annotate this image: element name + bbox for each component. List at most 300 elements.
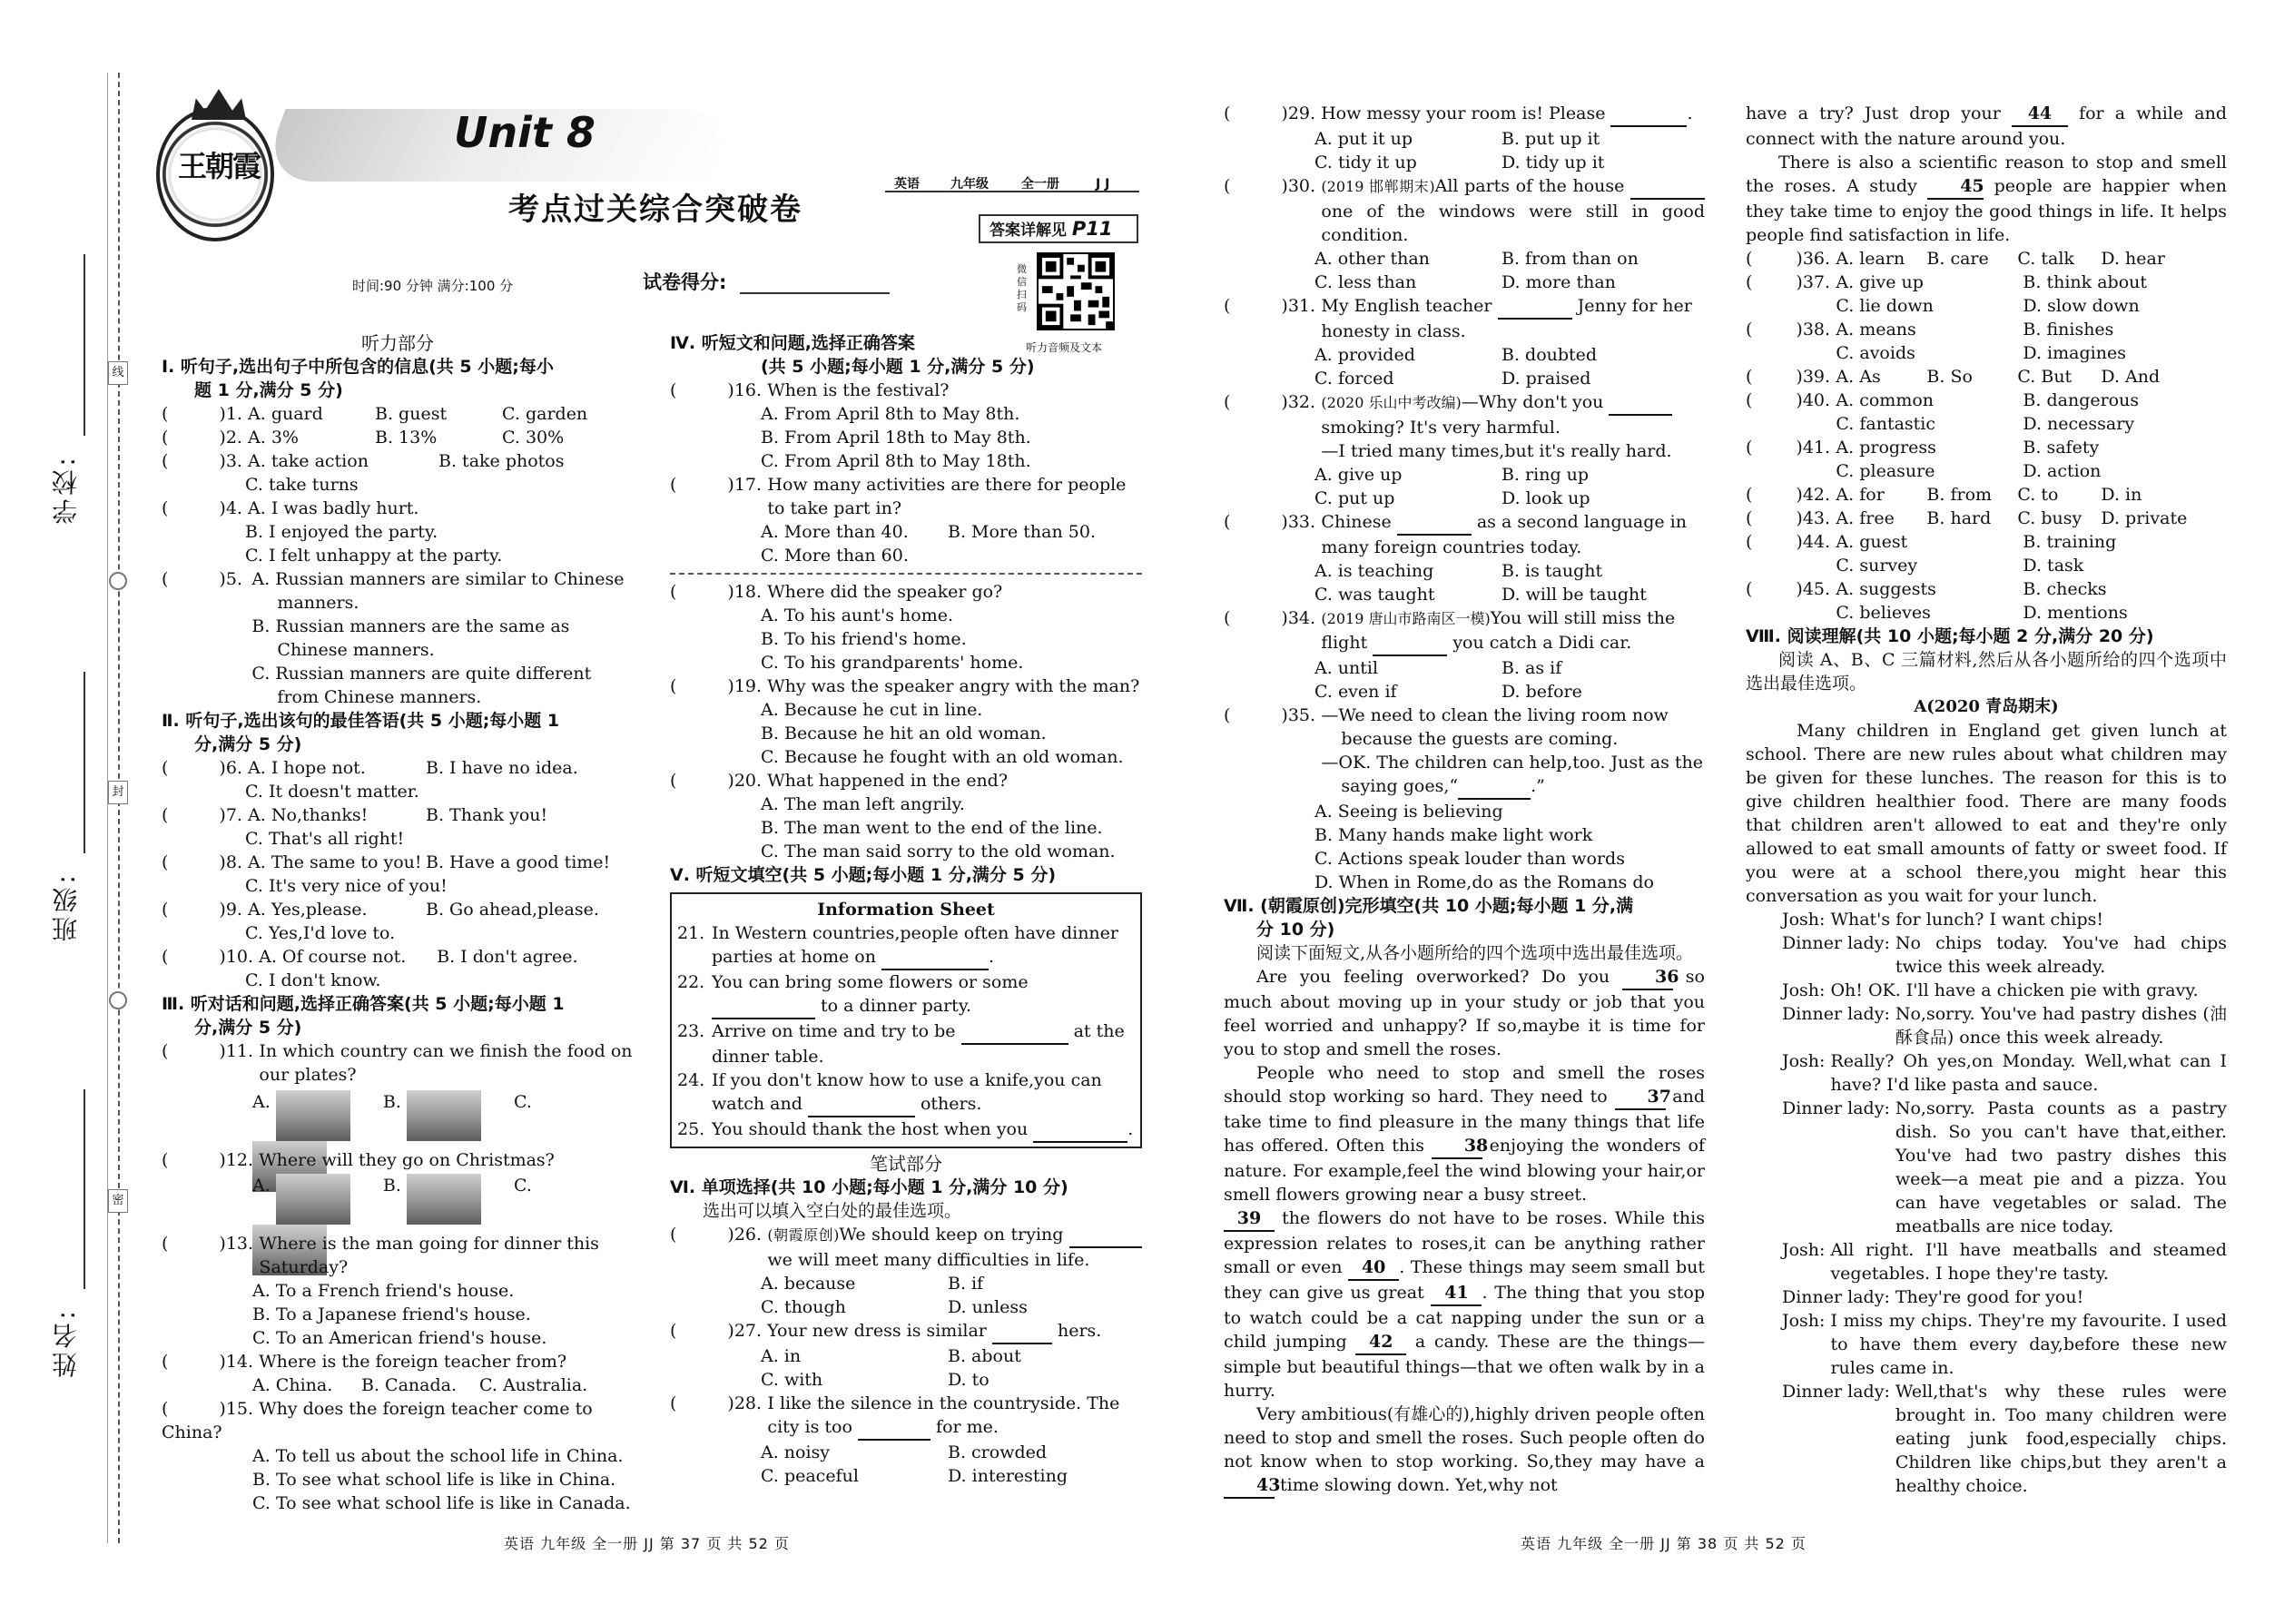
- option[interactable]: B. To a Japanese friend's house.: [252, 1304, 531, 1324]
- option[interactable]: B. ring up: [1501, 465, 1590, 485]
- option[interactable]: D. interesting: [948, 1466, 1068, 1486]
- option[interactable]: B. finishes: [2023, 320, 2114, 340]
- option[interactable]: D. private: [2101, 508, 2188, 528]
- passage-a-title: A(2020 青岛期末): [1914, 697, 2059, 716]
- binding-dashed-line: [118, 73, 120, 1543]
- option[interactable]: B. From April 18th to May 8th.: [761, 428, 1031, 448]
- right-column-1: [1224, 102, 1705, 1499]
- answer-page: P11: [1071, 218, 1113, 240]
- right-page-footer: 英语 九年级 全一册 JJ 第 38 页 共 52 页: [1521, 1535, 1807, 1552]
- question-34: ( )34. (2019 唐山市路南区一模)You will still miss the flight you catch a Didi car. A. until B. as if C. even if D. before: [1224, 608, 1676, 702]
- question-13: ( )13. Where is the man going for dinner this Saturday? A. To a French friend's house. B. To a Japanese friend's house. C. To an American friend's house.: [162, 1232, 634, 1350]
- option[interactable]: B. think about: [2023, 272, 2148, 292]
- option[interactable]: A. I was badly hurt.: [248, 498, 419, 518]
- option[interactable]: C. To an American friend's house.: [252, 1328, 547, 1348]
- option[interactable]: A. Of course not.: [259, 947, 407, 967]
- section-5-title: Ⅴ. 听短文填空(共 5 小题;每小题 1 分,满分 5 分): [670, 865, 1057, 885]
- answer-reference: [979, 214, 1138, 243]
- answer-blank[interactable]: [1630, 174, 1705, 200]
- option[interactable]: C. talk: [2017, 249, 2074, 269]
- score-blank[interactable]: [740, 292, 890, 294]
- option[interactable]: B. crowded: [948, 1442, 1048, 1462]
- dialog-line: [1782, 931, 2227, 979]
- subject-bar: [885, 171, 1139, 192]
- option[interactable]: C. I felt unhappy at the party.: [245, 546, 503, 566]
- option[interactable]: D. slow down: [2023, 296, 2140, 316]
- question-stem: Why was the speaker angry with the man?: [767, 676, 1140, 696]
- subject-name: 英语: [894, 177, 920, 192]
- answer-blank[interactable]: [858, 1415, 930, 1441]
- option[interactable]: B. checks: [2023, 579, 2107, 599]
- option[interactable]: C. believes: [1836, 603, 1931, 623]
- school-blank[interactable]: [84, 254, 85, 436]
- option[interactable]: B. safety: [2023, 438, 2100, 458]
- option[interactable]: B. from than on: [1501, 249, 1639, 269]
- binding-hole: [109, 991, 127, 1009]
- option[interactable]: B. I enjoyed the party.: [245, 522, 438, 542]
- option[interactable]: A. other than: [1314, 249, 1430, 269]
- option[interactable]: B. as if: [1501, 658, 1562, 678]
- dialog-line: [1782, 1097, 2227, 1238]
- option[interactable]: B. I have no idea.: [426, 758, 578, 778]
- cloze-blank[interactable]: 36: [1622, 965, 1673, 990]
- option[interactable]: A. suggests: [1836, 579, 1936, 599]
- section-2-title: Ⅱ. 听句子,选出该句的最佳答语(共 5 小题;每小题 1: [162, 711, 560, 731]
- answer-blank[interactable]: [808, 1092, 915, 1117]
- cloze-blank[interactable]: 44: [2012, 102, 2068, 127]
- option[interactable]: C. The man said sorry to the old woman.: [761, 842, 1116, 861]
- option[interactable]: C. But: [2017, 367, 2072, 387]
- option[interactable]: A. Because he cut in line.: [761, 700, 983, 720]
- answer-blank[interactable]: [992, 1319, 1052, 1344]
- utterance: Well,that's why these rules were brought in. Too many children were eating junk food,especially chips. Children like chips,but they aren't a healthy choice.: [1895, 1382, 2227, 1496]
- option[interactable]: A. give up: [1836, 272, 1924, 292]
- question-28: ( )28. I like the silence in the countryside. The city is too for me. A. noisy B. crowded C. peaceful D. interesting: [670, 1393, 1120, 1486]
- option[interactable]: C. garden: [502, 404, 588, 424]
- option[interactable]: A. provided: [1314, 345, 1415, 365]
- option-label[interactable]: B.: [382, 1176, 401, 1196]
- section-3-title: Ⅲ. 听对话和问题,选择正确答案(共 5 小题;每小题 1: [162, 994, 565, 1014]
- answer-blank[interactable]: [961, 1019, 1068, 1045]
- divider: [670, 573, 1142, 575]
- section-7-instruction: 阅读下面短文,从各小题所给的四个选项中选出最佳选项。: [1256, 943, 1694, 963]
- cloze-blank[interactable]: 40: [1348, 1255, 1399, 1281]
- option[interactable]: C. tidy it up: [1314, 153, 1417, 172]
- info-item-22: 22. You can bring some flowers or some to a dinner party.: [677, 970, 1135, 1019]
- question-35: ( )35. —We need to clean the living room now because the guests are coming. —OK. The children can help,too. Just as the saying goes,“ .” A. Seeing is believing B. Many hands make light work C. Actions speak louder than words D. When in Rome,do as the Romans do: [1224, 705, 1704, 892]
- option[interactable]: C. with: [761, 1370, 823, 1390]
- question-1: ( )1. A. guard B. guest C. garden: [162, 404, 588, 424]
- option-label[interactable]: B.: [382, 1092, 401, 1112]
- option[interactable]: C. Australia.: [479, 1375, 588, 1395]
- binding-mark-seal: 封: [108, 781, 128, 804]
- dialog-line: [1782, 908, 2227, 931]
- option[interactable]: C. pleasure: [1836, 461, 1935, 481]
- answer-blank[interactable]: [1610, 102, 1687, 127]
- option[interactable]: C. It doesn't matter.: [245, 782, 419, 802]
- option[interactable]: B. training: [2023, 532, 2117, 552]
- section-4-title: Ⅳ. 听短文和问题,选择正确答案: [670, 333, 915, 353]
- option[interactable]: D. to: [948, 1370, 989, 1390]
- question-6: ( )6. A. I hope not. B. I have no idea. C. It doesn't matter.: [162, 756, 634, 803]
- speaker: Dinner lady:: [1782, 1004, 1890, 1024]
- question-17: ( )17. How many activities are there for people to take part in? A. More than 40. B. More than 50. C. More than 60.: [670, 473, 1142, 567]
- utterance: No,sorry. You've had pastry dishes (油酥食品) once this week already.: [1895, 1004, 2227, 1048]
- page-title: 考点过关综合突破卷: [508, 192, 802, 228]
- cloze-blank[interactable]: 43: [1224, 1473, 1275, 1499]
- option[interactable]: A. guest: [1836, 532, 1908, 552]
- option-label[interactable]: C.: [513, 1176, 532, 1196]
- option[interactable]: B. So: [1926, 367, 1973, 387]
- option[interactable]: C. It's very nice of you!: [245, 876, 448, 896]
- option[interactable]: C. Russian manners are quite different from Chinese manners.: [251, 664, 592, 707]
- option[interactable]: A. To tell us about the school life in China.: [252, 1446, 624, 1466]
- option[interactable]: C. Yes,I'd love to.: [245, 923, 396, 943]
- grade: 九年级: [950, 177, 989, 192]
- qr-caption: 听力音频及文本: [1026, 341, 1103, 354]
- option[interactable]: A. free: [1836, 508, 1895, 528]
- speaker: Dinner lady:: [1782, 1287, 1890, 1307]
- middle-column: [670, 331, 1142, 1488]
- cloze-blank[interactable]: 37: [1615, 1085, 1666, 1110]
- section-3-title-2: 分,满分 5 分): [194, 1018, 302, 1038]
- binding-solid-line: [107, 73, 108, 1543]
- question-27: ( )27. Your new dress is similar hers. A. in B. about C. with D. to: [670, 1321, 1102, 1390]
- option[interactable]: A. No,thanks!: [248, 805, 369, 825]
- question-stem: Where is the foreign teacher from?: [259, 1352, 567, 1372]
- option[interactable]: C. less than: [1314, 272, 1417, 292]
- option[interactable]: A. Russian manners are similar to Chinese manners.: [251, 569, 625, 613]
- option[interactable]: D. more than: [1501, 272, 1616, 292]
- cloze-blank[interactable]: 42: [1355, 1330, 1406, 1355]
- option[interactable]: A. From April 8th to May 8th.: [761, 404, 1020, 424]
- option-label[interactable]: A.: [252, 1092, 271, 1112]
- great-wall-image[interactable]: [276, 1090, 350, 1141]
- option[interactable]: A. in: [761, 1346, 802, 1366]
- option[interactable]: B. Because he hit an old woman.: [761, 723, 1047, 743]
- crown-icon: [192, 89, 246, 120]
- cloze-question-45: ( )45. A. suggests B. checks C. believes D. mentions: [1746, 579, 2128, 623]
- cloze-blank[interactable]: 38: [1432, 1134, 1482, 1159]
- statue-of-liberty-image[interactable]: [407, 1174, 481, 1225]
- cloze-question-43: ( )43. A. free B. hard C. busy D. private: [1746, 508, 2188, 528]
- option[interactable]: C. I don't know.: [245, 970, 381, 990]
- option[interactable]: A. common: [1836, 390, 1935, 410]
- option[interactable]: C. though: [761, 1297, 846, 1317]
- right-page: [1147, 0, 2294, 1624]
- question-stem: How many activities are there for people to take part in?: [767, 475, 1127, 518]
- utterance: Really? Oh yes,on Monday. Well,what can I have? I'd like pasta and sauce.: [1830, 1051, 2227, 1095]
- cloze-question-44: ( )44. A. guest B. training C. survey D. task: [1746, 532, 2117, 576]
- option[interactable]: B. Thank you!: [426, 805, 548, 825]
- option[interactable]: C. lie down: [1836, 296, 1934, 316]
- option[interactable]: D. imagines: [2023, 343, 2126, 363]
- qr-code-icon[interactable]: [1037, 252, 1115, 330]
- dialog-line: [1782, 979, 2227, 1002]
- utterance: I miss my chips. They're my favourite. I used to have them every day,before these new rules came in.: [1830, 1311, 2227, 1378]
- option[interactable]: A. Yes,please.: [248, 900, 368, 920]
- option[interactable]: A. means: [1836, 320, 1916, 340]
- question-stem: Where did the speaker go?: [767, 582, 1003, 602]
- section-1-title: Ⅰ. 听句子,选出句子中所包含的信息(共 5 小题;每小: [162, 357, 554, 377]
- option[interactable]: B. Canada.: [361, 1375, 458, 1395]
- speaker: Dinner lady:: [1782, 1098, 1890, 1118]
- utterance: They're good for you!: [1895, 1287, 2084, 1307]
- answer-blank[interactable]: [1458, 774, 1531, 800]
- cloze-question-41: ( )41. A. progress B. safety C. pleasure D. action: [1746, 438, 2102, 481]
- option[interactable]: A. 3%: [248, 428, 299, 448]
- option[interactable]: C. From April 8th to May 18th.: [761, 451, 1031, 471]
- passage-a-dialog: [1746, 908, 2227, 1498]
- option[interactable]: B. Have a good time!: [426, 852, 611, 872]
- speaker: Dinner lady:: [1782, 933, 1890, 953]
- utterance: What's for lunch? I want chips!: [1830, 910, 2103, 930]
- cloze-paragraph-3: 39 the flowers do not have to be roses. While this expression relates to roses,it can be anything rather small or even 40 . These things may seem small but they can give us great 41 . The thing that you stop to watch could be a cat napping under the sun or a child jumping 42 a candy. These are the things—simple but beautiful things—that we often walk by in a hurry.: [1224, 1208, 1705, 1401]
- question-9: ( )9. A. Yes,please. B. Go ahead,please. C. Yes,I'd love to.: [162, 898, 634, 945]
- option[interactable]: A. I hope not.: [248, 758, 366, 778]
- dialog-line: [1782, 1049, 2227, 1097]
- question-3: ( )3. A. take action B. take photos C. take turns: [162, 449, 634, 497]
- option[interactable]: D. tidy up it: [1501, 153, 1605, 172]
- option[interactable]: C. to: [2017, 485, 2059, 505]
- option[interactable]: B. To see what school life is like in China.: [252, 1470, 616, 1490]
- section-7-title: Ⅶ. (朝霞原创)完形填空(共 10 小题;每小题 1 分,满: [1224, 896, 1634, 916]
- speaker: Josh:: [1782, 1051, 1826, 1071]
- option[interactable]: C. To his grandparents' home.: [761, 653, 1024, 673]
- option[interactable]: D. will be taught: [1501, 585, 1647, 605]
- option[interactable]: A. More than 40.: [761, 522, 909, 542]
- question-31: ( )31. My English teacher Jenny for her honesty in class. A. provided B. doubted C. forced D. praised: [1224, 296, 1692, 389]
- cloze-question-37: ( )37. A. give up B. think about C. lie down D. slow down: [1746, 272, 2148, 316]
- option[interactable]: C. was taught: [1314, 585, 1435, 605]
- question-19: ( )19. Why was the speaker angry with the man? A. Because he cut in line. B. Because he hit an old woman. C. Because he fought with an old woman.: [670, 674, 1142, 769]
- option[interactable]: C. To see what school life is like in Canada.: [252, 1493, 631, 1513]
- option[interactable]: A. The man left angrily.: [761, 794, 965, 814]
- cloze-blank[interactable]: 41: [1431, 1281, 1482, 1306]
- speaker: Josh:: [1782, 1240, 1826, 1260]
- big-ben-image[interactable]: [276, 1174, 350, 1225]
- answer-blank[interactable]: [712, 994, 815, 1019]
- option[interactable]: B. about: [948, 1346, 1021, 1366]
- utterance: Oh! OK. I'll have a chicken pie with gravy.: [1830, 980, 2199, 1000]
- listening-title: 听力部分: [361, 332, 434, 354]
- question-stem: Why does the foreign teacher come to China?: [162, 1399, 593, 1442]
- cloze-options: [1746, 247, 2227, 625]
- info-item-23: 23. Arrive on time and try to be at the dinner table.: [677, 1021, 1125, 1067]
- section-8-instruction: 阅读 A、B、C 三篇材料,然后从各小题所给的四个选项中选出最佳选项。: [1746, 650, 2227, 694]
- option[interactable]: C. peaceful: [761, 1466, 859, 1486]
- option[interactable]: A. progress: [1836, 438, 1936, 458]
- answer-blank[interactable]: [1609, 390, 1672, 416]
- answer-ref-text: 答案详解见: [989, 221, 1067, 240]
- cloze-paragraph-1: Are you feeling overworked? Do you 36 so much about moving up in your study or job that you feel worried and unhappy? If so,maybe it is time for you to stop and smell the roses.: [1224, 967, 1705, 1059]
- cloze-question-42: ( )42. A. for B. from C. to D. in: [1746, 485, 2142, 505]
- information-sheet-title: Information Sheet: [817, 900, 995, 920]
- option[interactable]: B. from: [1926, 485, 1993, 505]
- option[interactable]: D. before: [1501, 682, 1582, 702]
- utterance: All right. I'll have meatballs and steamed vegetables. I hope they're tasty.: [1830, 1240, 2227, 1284]
- cloze-paragraph-2: People who need to stop and smell the roses should stop working so hard. They need to 37 and take time to find pleasure in the many things that life has offered. Often this 38 enjoying the wonders of nature. For example,feel the wind blowing your hair,or smell flowers growing near a busy street.: [1224, 1063, 1705, 1205]
- option[interactable]: A. Seeing is believing: [1314, 802, 1503, 822]
- time-info: 时间:90 分钟 满分:100 分: [352, 278, 514, 294]
- logo-text: 王朝霞: [177, 149, 260, 183]
- option[interactable]: A. give up: [1314, 465, 1403, 485]
- school-label: 学校:: [51, 454, 81, 525]
- option[interactable]: D. necessary: [2023, 414, 2135, 434]
- score-label: 试卷得分:: [643, 271, 727, 293]
- option[interactable]: B. I don't agree.: [437, 947, 578, 967]
- question-10: ( )10. A. Of course not. B. I don't agree. C. I don't know.: [162, 945, 634, 992]
- option[interactable]: C. 30%: [502, 428, 565, 448]
- section-8-title: Ⅷ. 阅读理解(共 10 小题;每小题 2 分,满分 20 分): [1746, 626, 2154, 646]
- option[interactable]: A. is teaching: [1314, 561, 1434, 581]
- class-blank[interactable]: [84, 672, 85, 853]
- section-6-instruction: 选出可以填入空白处的最佳选项。: [703, 1201, 962, 1221]
- name-blank[interactable]: [84, 1089, 85, 1289]
- option[interactable]: A. for: [1836, 485, 1885, 505]
- info-item-25: 25. You should thank the host when you .: [677, 1117, 1135, 1143]
- option[interactable]: B. Russian manners are the same as Chinese manners.: [251, 616, 570, 660]
- option[interactable]: B. hard: [1926, 508, 1992, 528]
- option[interactable]: C. put up: [1314, 488, 1395, 508]
- option[interactable]: C. forced: [1314, 369, 1394, 389]
- answer-blank[interactable]: [881, 945, 989, 970]
- unit-title: Unit 8: [454, 108, 596, 157]
- option[interactable]: C. More than 60.: [761, 546, 909, 566]
- name-label: 姓名:: [51, 1307, 81, 1378]
- option[interactable]: C. busy: [2017, 508, 2082, 528]
- volume: 全一册: [1021, 177, 1059, 192]
- question-18: ( )18. Where did the speaker go? A. To his aunt's home. B. To his friend's home. C. To his grandparents' home.: [670, 580, 1142, 674]
- option[interactable]: A. put it up: [1314, 129, 1413, 149]
- option[interactable]: A. because: [761, 1274, 856, 1294]
- option[interactable]: A. noisy: [761, 1442, 831, 1462]
- answer-blank[interactable]: [1069, 1223, 1142, 1248]
- option[interactable]: B. guest: [375, 404, 448, 424]
- option[interactable]: C. survey: [1836, 556, 1918, 576]
- question-2: ( )2. A. 3% B. 13% C. 30%: [162, 428, 565, 448]
- question-15: ( )15. Why does the foreign teacher come to China? A. To tell us about the school life in China. B. To see what school life is like in China. C. To see what school life is like in Canada.: [162, 1397, 634, 1515]
- section-1-title-2: 题 1 分,满分 5 分): [194, 380, 343, 400]
- option[interactable]: B. Many hands make light work: [1314, 825, 1593, 845]
- option[interactable]: A. To his aunt's home.: [761, 605, 954, 625]
- option[interactable]: B. More than 50.: [948, 522, 1096, 542]
- cloze-paragraph-5: There is also a scientific reason to stop and smell the roses. A study 45 people are happier when they take time to enjoy the good things in life. It helps people find satisfaction in life.: [1746, 153, 2227, 245]
- option[interactable]: C. fantastic: [1836, 414, 1936, 434]
- information-sheet: [670, 892, 1142, 1148]
- option[interactable]: B. put up it: [1501, 129, 1600, 149]
- option[interactable]: C. Because he fought with an old woman.: [761, 747, 1124, 767]
- section-7-title-2: 分 10 分): [1256, 920, 1335, 940]
- option[interactable]: B. take photos: [438, 451, 565, 471]
- edition: J J: [1096, 177, 1110, 192]
- option[interactable]: B. Go ahead,please.: [426, 900, 599, 920]
- answer-blank[interactable]: [1498, 294, 1572, 320]
- cloze-question-40: ( )40. A. common B. dangerous C. fantastic D. necessary: [1746, 390, 2140, 434]
- option[interactable]: D. task: [2023, 556, 2084, 576]
- cloze-blank[interactable]: 45: [1927, 174, 1984, 200]
- binding-margin: [0, 0, 136, 1624]
- option[interactable]: D. look up: [1501, 488, 1590, 508]
- question-4: ( )4. A. I was badly hurt. B. I enjoyed the party. C. I felt unhappy at the party.: [162, 497, 634, 567]
- option[interactable]: D. unless: [948, 1297, 1028, 1317]
- option[interactable]: D. praised: [1501, 369, 1591, 389]
- cloze-blank[interactable]: 39: [1224, 1206, 1275, 1232]
- option[interactable]: A. take action: [248, 451, 369, 471]
- left-page-footer: 英语 九年级 全一册 JJ 第 37 页 共 52 页: [504, 1535, 790, 1552]
- info-item-21: 21. In Western countries,people often have dinner parties at home on .: [677, 921, 1135, 970]
- option[interactable]: B. The man went to the end of the line.: [761, 818, 1103, 838]
- question-5: ( )5. A. Russian manners are similar to Chinese manners. B. Russian manners are the same as Chinese manners. C. Russian manners are quite different from Chinese manners.: [162, 567, 634, 709]
- binding-mark-line: 线: [108, 361, 128, 385]
- option[interactable]: A. As: [1836, 367, 1881, 387]
- utterance: No,sorry. Pasta counts as a pastry dish. So you can't have that,either. You've had two pastry dishes this week—a meat pie and a pizza. You can have vegetables or salad. The meatballs are nice today.: [1895, 1098, 2227, 1236]
- option[interactable]: C. take turns: [245, 475, 359, 495]
- dialog-line: [1782, 1002, 2227, 1049]
- option[interactable]: C. avoids: [1836, 343, 1915, 363]
- option[interactable]: C. That's all right!: [245, 829, 405, 849]
- option[interactable]: A. guard: [248, 404, 323, 424]
- answer-blank[interactable]: [1397, 510, 1472, 536]
- option-label[interactable]: C.: [513, 1092, 532, 1112]
- option[interactable]: C. Actions speak louder than words: [1314, 849, 1625, 869]
- question-stem: Where will they go on Christmas?: [259, 1150, 555, 1170]
- cloze-question-36: ( )36. A. learn B. care C. talk D. hear: [1746, 249, 2165, 269]
- qr-side-text: 微信扫码: [1017, 263, 1027, 313]
- option[interactable]: B. is taught: [1501, 561, 1603, 581]
- option[interactable]: A. learn: [1836, 249, 1905, 269]
- option[interactable]: D. mentions: [2023, 603, 2128, 623]
- option[interactable]: B. care: [1926, 249, 1989, 269]
- option[interactable]: A. China.: [252, 1375, 333, 1395]
- speaker: Josh:: [1782, 980, 1826, 1000]
- question-33: ( )33. Chinese as a second language in many foreign countries today. A. is teaching B. is taught C. was taught D. will be taught: [1224, 512, 1687, 605]
- question-7: ( )7. A. No,thanks! B. Thank you! C. That's all right!: [162, 803, 634, 851]
- info-item-24: 24. If you don't know how to use a knife,you can watch and others.: [677, 1068, 1135, 1117]
- speaker: Dinner lady:: [1782, 1382, 1890, 1402]
- dialog-line: [1782, 1380, 2227, 1498]
- right-column-2: [1746, 102, 2227, 1498]
- option[interactable]: B. To his friend's home.: [761, 629, 967, 649]
- option-label[interactable]: A.: [252, 1176, 271, 1196]
- option[interactable]: D. When in Rome,do as the Romans do: [1314, 872, 1654, 892]
- answer-blank[interactable]: [1373, 631, 1447, 656]
- option[interactable]: A. The same to you!: [248, 852, 422, 872]
- option[interactable]: D. And: [2101, 367, 2161, 387]
- question-26: ( )26. (朝霞原创)We should keep on trying we will meet many difficulties in life. A. because B. if C. though D. unless: [670, 1223, 1142, 1319]
- option[interactable]: D. hear: [2101, 249, 2165, 269]
- cloze-paragraph-4: Very ambitious(有雄心的),highly driven people often need to stop and smell the roses. Such people often do not know when to stop working. So,they may have a 43 time slowing down. Yet,why not: [1224, 1403, 1705, 1499]
- option[interactable]: C. even if: [1314, 682, 1397, 702]
- option[interactable]: B. if: [948, 1274, 984, 1294]
- option[interactable]: B. doubted: [1501, 345, 1598, 365]
- speaker: Josh:: [1782, 1311, 1826, 1331]
- question-30: ( )30. (2019 邯郸期末)All parts of the house one of the windows were still in good condition. A. other than B. from than on C. less than D. more than: [1224, 176, 1705, 292]
- option[interactable]: B. 13%: [375, 428, 438, 448]
- section-6-title: Ⅵ. 单项选择(共 10 小题;每小题 1 分,满分 10 分): [670, 1177, 1068, 1197]
- tower-image[interactable]: [407, 1090, 481, 1141]
- answer-blank[interactable]: [1033, 1117, 1127, 1143]
- cloze-paragraph-4-cont: have a try? Just drop your 44 for a while and connect with the nature around you.: [1746, 103, 2227, 149]
- option[interactable]: A. To a French friend's house.: [252, 1281, 515, 1301]
- option[interactable]: D. in: [2101, 485, 2142, 505]
- option[interactable]: A. until: [1314, 658, 1379, 678]
- cloze-question-38: ( )38. A. means B. finishes C. avoids D. imagines: [1746, 320, 2126, 363]
- option[interactable]: D. action: [2023, 461, 2102, 481]
- option[interactable]: B. dangerous: [2023, 390, 2140, 410]
- utterance: No chips today. You've had chips twice this week already.: [1895, 933, 2227, 977]
- dialog-line: [1782, 1238, 2227, 1285]
